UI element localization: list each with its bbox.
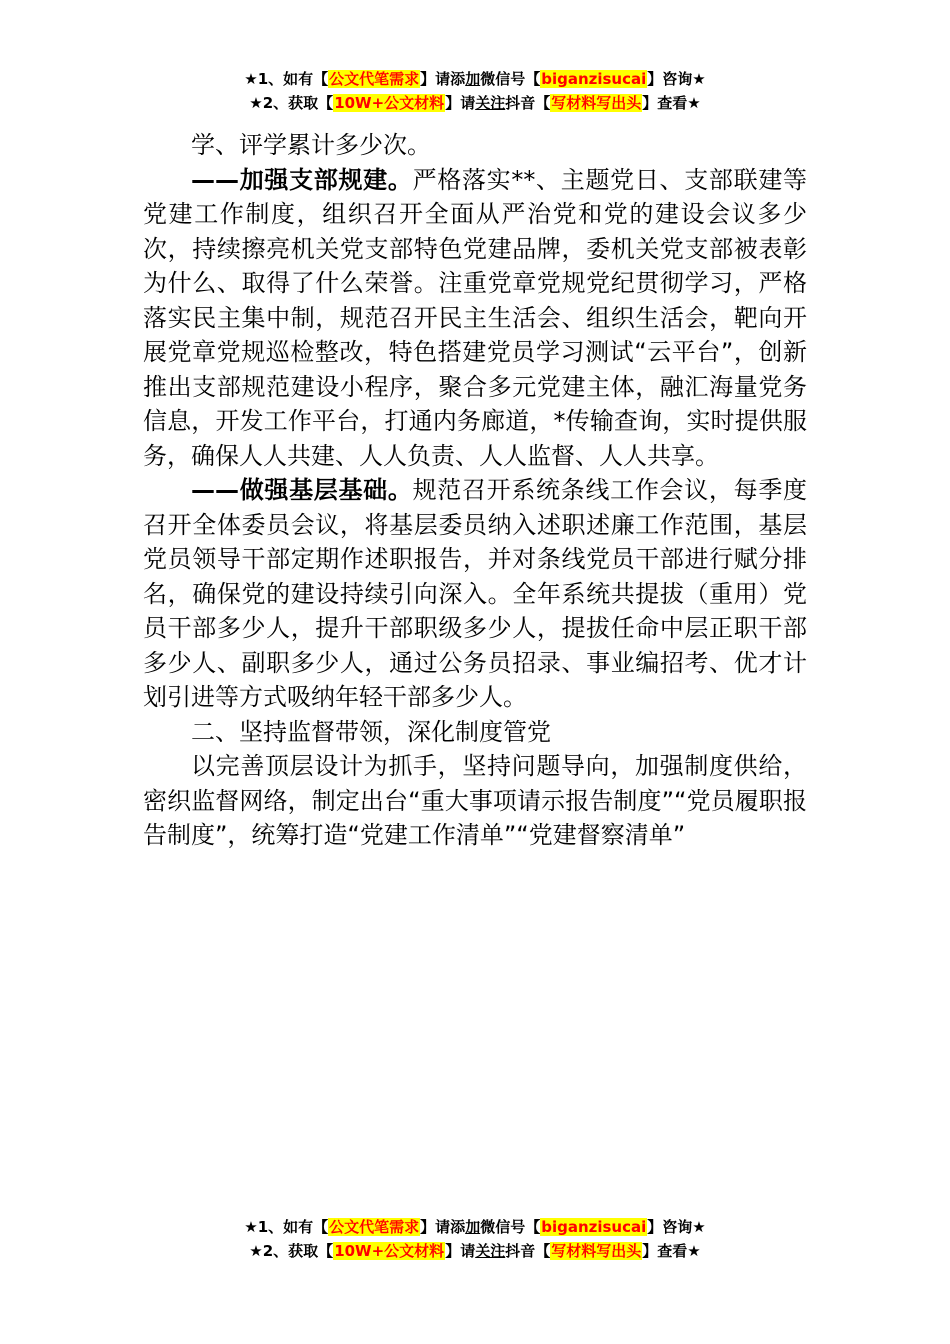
banner-text-underlined: 关注	[475, 1242, 506, 1260]
banner-highlight: 10W+公文材料	[334, 94, 445, 112]
banner-text: 微信号【	[480, 1218, 541, 1236]
banner-text-underlined: 加	[465, 1218, 481, 1236]
banner-text: 】查看★	[642, 1242, 701, 1260]
banner-text: 】请	[445, 94, 476, 112]
banner-text-underlined: 关注	[475, 94, 506, 112]
banner-text: 】请添	[420, 70, 466, 88]
banner-text: 】请添	[420, 1218, 466, 1236]
banner-text: ★2、获取【	[249, 1242, 334, 1260]
banner-text: 抖音【	[505, 94, 551, 112]
footer-banner	[0, 1215, 950, 1263]
banner-highlight: biganzisucai	[541, 70, 647, 88]
section-heading: 二、坚持监督带领，深化制度管党	[191, 717, 551, 746]
banner-line-1	[0, 1215, 950, 1239]
paragraph-lead-heading: ——做强基层基础。	[191, 476, 413, 504]
banner-text: 】查看★	[642, 94, 701, 112]
banner-text-underlined: 加	[465, 70, 481, 88]
banner-text: ★1、如有【	[244, 70, 329, 88]
banner-text: 】咨询★	[647, 70, 706, 88]
document-body	[143, 128, 807, 853]
paragraph-text: 严格落实**、主题党日、支部联建等党建工作制度，组织召开全面从严治党和党的建设会议多少次，持续擦亮机关党支部特色党建品牌，委机关党支部被表彰为什么、取得了什么荣誉。注重党章党规党纪贯彻学习，严格落实民主集中制，规范召开民主生活会、组织生活会，靶向开展党章党规巡检整改，特色搭建党员学习测试“云平台”，创新推出支部规范建设小程序，聚合多元党建主体，融汇海量党务信息，开发工作平台，打通内务廊道，*传输查询，实时提供服务，确保人人共建、人人负责、人人监督、人人共享。	[143, 165, 808, 470]
paragraph-continuation: 学、评学累计多少次。	[191, 131, 431, 159]
banner-text: 微信号【	[480, 70, 541, 88]
banner-text: 抖音【	[505, 1242, 551, 1260]
banner-text: ★1、如有【	[244, 1218, 329, 1236]
banner-line-1	[0, 67, 950, 91]
banner-line-2	[0, 91, 950, 115]
header-banner	[0, 67, 950, 115]
paragraph-grassroots	[143, 473, 807, 715]
paragraph-branch-rules	[143, 163, 807, 474]
banner-text: 】咨询★	[647, 1218, 706, 1236]
paragraph-text: 规范召开系统条线工作会议，每季度召开全体委员会议，将基层委员纳入述职述廉工作范围，基层党员领导干部定期作述职报告，并对条线党员干部进行赋分排名，确保党的建设持续引向深入。全年系统共提拔（重用）党员干部多少人，提升干部职级多少人，提拔任命中层正职干部多少人、副职多少人，通过公务员招录、事业编招考、优才计划引进等方式吸纳年轻干部多少人。	[143, 476, 808, 711]
banner-text: 】请	[445, 1242, 476, 1260]
banner-highlight: biganzisucai	[541, 1218, 647, 1236]
banner-text: ★2、获取【	[249, 94, 334, 112]
banner-highlight: 10W+公文材料	[334, 1242, 445, 1260]
banner-highlight: 写材料写出头	[551, 94, 642, 112]
banner-line-2	[0, 1239, 950, 1263]
banner-highlight: 公文代笔需求	[329, 70, 420, 88]
paragraph-system: 以完善顶层设计为抓手，坚持问题导向，加强制度供给，密织监督网络，制定出台“重大事项请示报告制度”“党员履职报告制度”，统筹打造“党建工作清单”“党建督察清单”	[143, 752, 807, 849]
banner-highlight: 公文代笔需求	[329, 1218, 420, 1236]
banner-highlight: 写材料写出头	[551, 1242, 642, 1260]
paragraph-lead-heading: ——加强支部规建。	[191, 165, 413, 194]
